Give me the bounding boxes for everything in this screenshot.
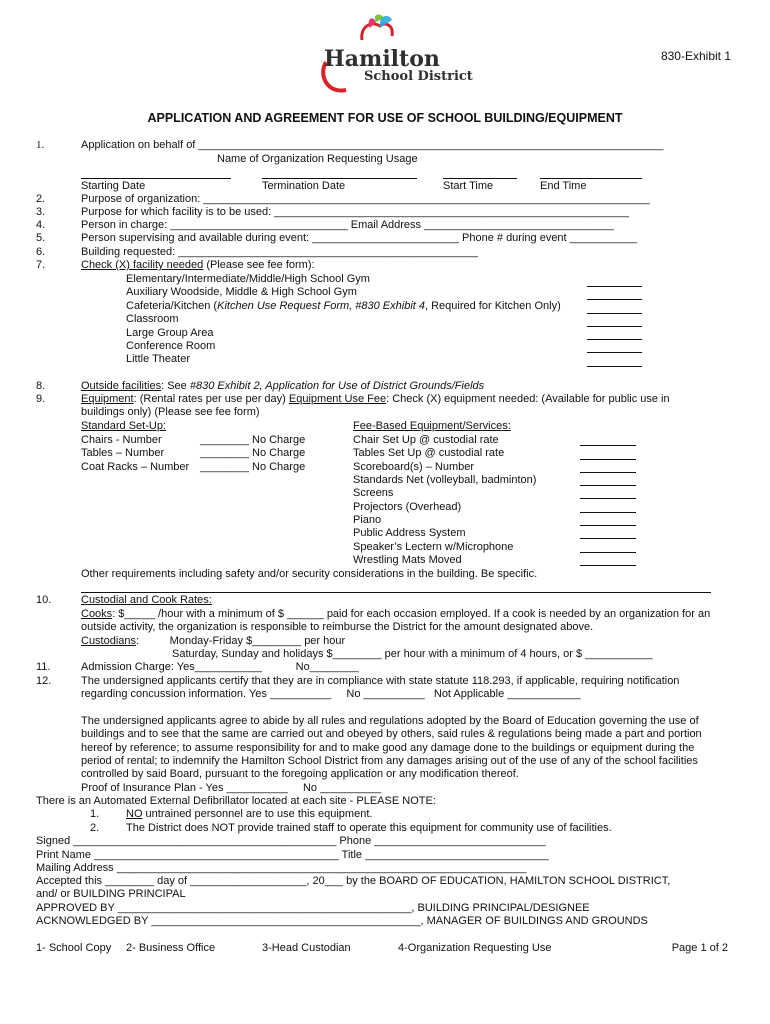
fee-check-line[interactable] [580,445,636,446]
facility-option: Large Group Area [126,327,214,339]
footer-copy-1: 1- School Copy [36,942,112,954]
facility-option: Auxiliary Woodside, Middle & High School Gym [126,286,357,298]
termination-date-label: Termination Date [262,180,346,192]
facility-option: Classroom [126,313,179,325]
starting-date-label: Starting Date [81,180,146,192]
fee-item: Standards Net (volleyball, badminton) [353,474,537,486]
cooks-line-2: outside activity, the organization is responsible to reimburse the District for the amount designated above. [81,621,594,633]
insurance-line: Proof of Insurance Plan - Yes __________ No __________ [81,782,382,794]
item-number: 2. [90,822,100,834]
item-number: 9. [36,393,46,405]
facility-check-line[interactable] [587,326,642,327]
print-name-line[interactable]: Print Name ________________________________________ Title ______________________________ [36,849,549,861]
standard-item: Chairs - Number [81,434,162,446]
fee-item: Screens [353,487,394,499]
page-title: APPLICATION AND AGREEMENT FOR USE OF SCHOOL BUILDING/EQUIPMENT [147,111,623,125]
item-number: 5. [36,232,46,244]
fee-item: Chair Set Up @ custodial rate [353,434,499,446]
acknowledged-by-line[interactable]: ACKNOWLEDGED BY ____________________________________________, MANAGER OF BUILDINGS AND GROUNDS [36,915,648,927]
footer-copy-3: 3-Head Custodian [262,942,351,954]
building-requested: Building requested: _________________________________________________ [81,246,478,258]
mailing-address-line[interactable]: Mailing Address ___________________________________________________________________ [36,862,527,874]
fee-item: Tables Set Up @ custodial rate [353,447,505,459]
agreement-text: period of rental; to indemnify the Hamilton School District from any damages arising out of the use of any of the school facilities [81,755,698,767]
custodial-rates-heading: Custodial and Cook Rates: [81,594,212,606]
exhibit-label: 830-Exhibit 1 [660,49,731,63]
item-number: 2. [36,193,46,205]
standard-item-charge: ________ No Charge [200,461,306,473]
equipment-line: Equipment: (Rental rates per use per day) Equipment Use Fee: Check (X) equipment needed: (Available for public use in [81,393,670,405]
fee-check-line[interactable] [580,459,636,460]
fee-item: Projectors (Overhead) [353,501,462,513]
standard-item: Tables – Number [81,447,165,459]
footer-copy-2: 2- Business Office [126,942,216,954]
fee-check-line[interactable] [580,512,636,513]
end-time-label: End Time [540,180,587,192]
footer-copy-4: 4-Organization Requesting Use [398,942,552,954]
facility-check-line[interactable] [587,299,642,300]
accepted-line-2: and/ or BUILDING PRINCIPAL [36,888,186,900]
agreement-text: controlled by said Board, pursuant to the foregoing application or any modification thereof. [81,768,519,780]
agreement-text: buildings and to see that the same are carried out and obeyed by others, said rules & regulations being made a part and portion [81,728,702,740]
fee-check-line[interactable] [580,498,636,499]
facility-check-line[interactable] [587,339,642,340]
cooks-line: Cooks: $_____ /hour with a minimum of $ ______ paid for each occasion employed. If a cook is needed by an organization for an [81,608,711,620]
district-logo [318,14,493,94]
facility-check-line[interactable] [587,352,642,353]
fee-check-line[interactable] [580,538,636,539]
custodians-line: Custodians: Monday-Friday $________ per hour [81,635,346,647]
fee-check-line[interactable] [580,552,636,553]
admission-charge: Admission Charge: Yes___________ No________ [81,661,359,673]
fee-item: Public Address System [353,527,466,539]
item-number: 11. [36,661,51,673]
purpose-of-organization: Purpose of organization: _________________________________________________________________________ [81,193,650,205]
purpose-of-facility: Purpose for which facility is to be used: __________________________________________________________ [81,206,630,218]
accepted-line: Accepted this ________ day of ___________________, 20___ by the BOARD OF EDUCATION, HAMILTON SCHOOL DISTRICT, [36,875,671,887]
check-facility-needed: Check (X) facility needed (Please see fee form): [81,259,315,271]
facility-option: Cafeteria/Kitchen (Kitchen Use Request Form, #830 Exhibit 4, Required for Kitchen Only) [126,300,561,312]
fee-item: Wrestling Mats Moved [353,554,462,566]
application-on-behalf: Application on behalf of ____________________________________________________________________________ [81,139,664,151]
start-time-label: Start Time [443,180,494,192]
page-number: Page 1 of 2 [671,942,728,954]
outside-facilities: Outside facilities: See #830 Exhibit 2, Application for Use of District Grounds/Fields [81,380,485,392]
standard-setup-heading: Standard Set-Up: [81,420,166,432]
equipment-line-2: buildings only) (Please see fee form) [81,406,260,418]
item-number: 3. [36,206,46,218]
fee-item: Piano [353,514,382,526]
aed-note-2: The District does NOT provide trained staff to operate this equipment for community use of facilities. [126,822,612,834]
item-number: 1. [36,139,45,151]
fee-based-heading: Fee-Based Equipment/Services: [353,420,511,432]
fee-check-line[interactable] [580,485,636,486]
facility-option: Conference Room [126,340,216,352]
facility-check-line[interactable] [587,366,642,367]
concussion-line-2: regarding concussion information. Yes __________ No __________ Not Applicable ____________ [81,688,581,700]
concussion-line: The undersigned applicants certify that they are in compliance with state statute 118.293, if applicable, requiring notification [81,675,680,687]
standard-item: Coat Racks – Number [81,461,190,473]
fee-check-line[interactable] [580,525,636,526]
standard-item-charge: ________ No Charge [200,447,306,459]
fee-check-line[interactable] [580,565,636,566]
person-supervising: Person supervising and available during event: ________________________ Phone # during event ___________ [81,232,637,244]
item-number: 7. [36,259,46,271]
logo-name: Hamilton [324,46,440,72]
facility-check-line[interactable] [587,313,642,314]
standard-item-charge: ________ No Charge [200,434,306,446]
custodians-line-2: Saturday, Sunday and holidays $________ per hour with a minimum of 4 hours, or $ ___________ [172,648,653,660]
aed-note-1: NO untrained personnel are to use this equipment. [126,808,373,820]
fee-check-line[interactable] [580,472,636,473]
agreement-text: The undersigned applicants agree to abide by all rules and regulations adopted by the Board of Education governing the use of [81,715,699,727]
item-number: 4. [36,219,46,231]
person-in-charge: Person in charge: _____________________________ Email Address _______________________________ [81,219,614,231]
item-number: 10. [36,594,52,606]
facility-option: Little Theater [126,353,191,365]
other-requirements-line[interactable] [81,592,711,593]
aed-notice: There is an Automated External Defibrillator located at each site - PLEASE NOTE: [36,795,436,807]
signed-line[interactable]: Signed ___________________________________________ Phone ____________________________ [36,835,546,847]
approved-by-line[interactable]: APPROVED BY ________________________________________________, BUILDING PRINCIPAL/DESIGNEE [36,902,590,914]
item-number: 8. [36,380,46,392]
other-requirements: Other requirements including safety and/or security considerations in the building. Be specific. [81,568,538,580]
facility-option: Elementary/Intermediate/Middle/High School Gym [126,273,370,285]
item-number: 1. [90,808,100,820]
org-name-caption: Name of Organization Requesting Usage [217,153,418,165]
item-number: 6. [36,246,46,258]
agreement-text: hereof by reference; to assume responsibility for and to make good any damage done to the buildings or equipment during the [81,742,695,754]
fee-item: Scoreboard(s) – Number [353,461,475,473]
item-number: 12. [36,675,52,687]
fee-item: Speaker’s Lectern w/Microphone [353,541,514,553]
logo-subtitle: School District [364,69,473,84]
facility-check-line[interactable] [587,286,642,287]
